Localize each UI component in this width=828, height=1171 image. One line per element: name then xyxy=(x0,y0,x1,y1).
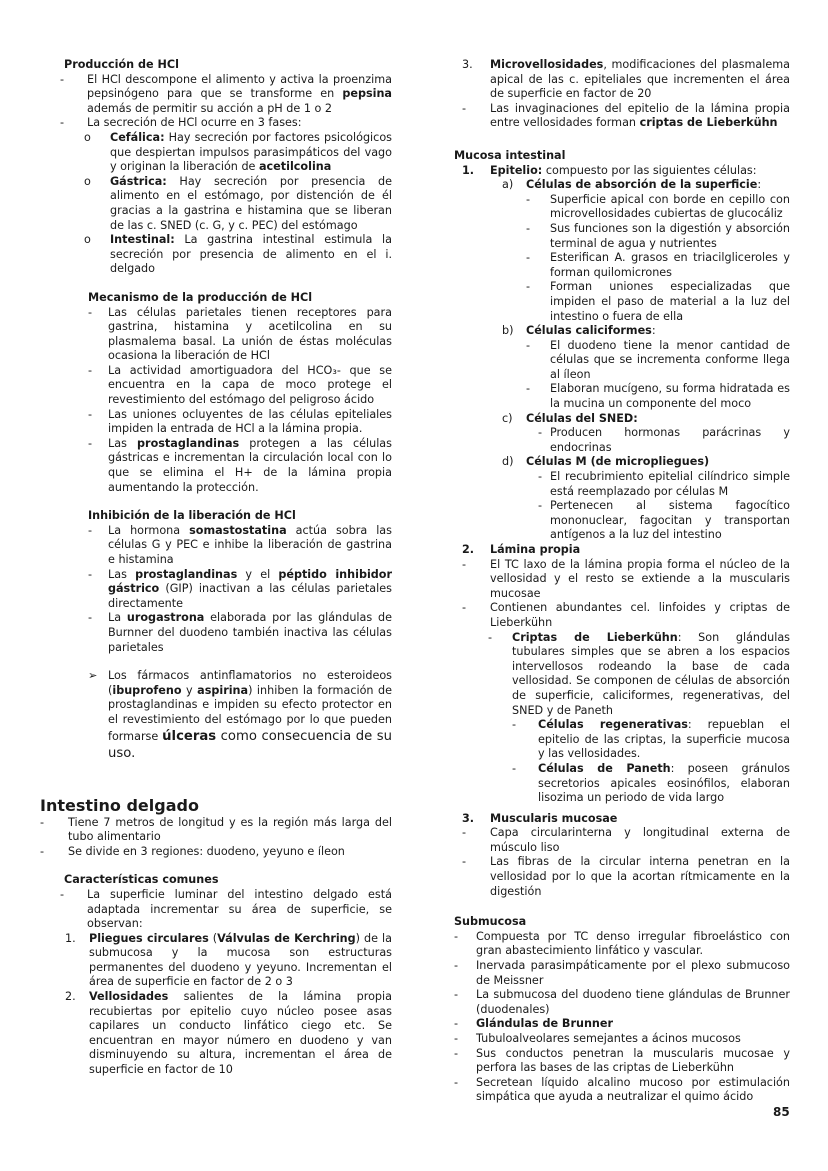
subsection-absorcion: a) Células de absorción de la superficie: xyxy=(502,178,762,192)
list-item: - Secretean líquido alcalino mucoso por estimulación simpática que ayuda a neutralizar el quimo ácido xyxy=(454,1075,790,1104)
list-item: - Se divide en 3 regiones: duodeno, yeyuno e íleon xyxy=(40,844,345,858)
section-title-intestino-delgado: Intestino delgado xyxy=(40,795,199,815)
list-item: - Las fibras de la circular interna penetran en la vellosidad por lo que la acortan rítmicamente en la digestión xyxy=(462,855,790,898)
right-column xyxy=(454,58,790,1105)
section-title-produccion-hcl: Producción de HCl xyxy=(64,58,179,71)
list-item: - La urogastrona elaborada por las glándulas de Burnner del duodeno también inactiva las células parietales xyxy=(88,611,392,654)
list-item: - La actividad amortiguadora del HCO₃- que se encuentra en la capa de moco protege el revestimiento del estómago del peligroso ácido xyxy=(88,363,392,407)
list-item-fase-intestinal: o Intestinal: La gastrina intestinal estimula la secreción por presencia de alimento en el i. delgado xyxy=(84,233,392,276)
list-item: - Las invaginaciones del epitelio de la lámina propia entre vellosidades forman criptas de Lieberkühn xyxy=(462,101,790,130)
note-farmacos: ➢ Los fármacos antinflamatorios no esteroideos (ibuprofeno y aspirina) inhiben la formación de prostaglandinas e impiden su efecto protector en el revestimiento del estómago por lo que pueden formarse úlceras como consecuencia de su uso. xyxy=(88,669,392,761)
section-title-submucosa: Submucosa xyxy=(454,915,527,929)
page-number: 85 xyxy=(773,1105,790,1119)
section-title-caracteristicas: Características comunes xyxy=(64,873,219,887)
list-item-fase-gastrica: o Gástrica: Hay secreción por presencia de alimento en el estómago, por distención de él gracias a la gastrina e histamina que se liberan de las c. SNED (c. G, y c. PEC) del estómago xyxy=(84,174,392,232)
list-item-microvellosidades: 3. Microvellosidades, modificaciones del plasmalema apical de las c. epiteliales que incrementen el área de superficie en factor de 20 xyxy=(462,58,790,101)
list-item: - La secreción de HCl ocurre en 3 fases: xyxy=(60,116,302,130)
list-item: - Compuesta por TC denso irregular fibroelástico con gran abastecimiento linfático y vascular. xyxy=(454,929,790,958)
list-item-regenerativas: - Células regenerativas: repueblan el epitelio de las criptas, la superficie mucosa y las vellosidades. xyxy=(512,718,791,761)
section-title-mucosa-intestinal: Mucosa intestinal xyxy=(454,148,566,162)
list-item-epitelio: 1. Epitelio: compuesto por las siguientes células: xyxy=(462,163,757,177)
list-item: - Esterifican A. grasos en triacilgliceroles y forman quilomicrones xyxy=(526,251,790,279)
list-item: - Las uniones ocluyentes de las células epiteliales impiden la entrada de HCl a la lámina propia. xyxy=(88,407,392,436)
section-title-inhibicion: Inhibición de la liberación de HCl xyxy=(88,509,296,523)
subsection-sned: c) Células del SNED: xyxy=(502,411,638,425)
list-item: - Forman uniones especializadas que impiden el paso de material a la luz del intestino o fuera de ella xyxy=(526,280,790,323)
list-item: - Inervada parasimpáticamente por el plexo submucoso de Meissner xyxy=(454,959,790,987)
list-item: - Contienen abundantes cel. linfoides y criptas de Lieberkühn xyxy=(462,601,790,629)
subsection-celulas-m: d) Células M (de micropliegues) xyxy=(502,455,710,469)
list-item-criptas: - Criptas de Lieberkühn: Son glándulas tubulares simples que se abren a los espacios intervellosos rodeando la base de cada vellosidad. Se componen de células de absorción de superficie, caliciformes, regenerativas, del SNED y de Paneth xyxy=(488,630,791,717)
list-item: - Elaboran mucígeno, su forma hidratada es la mucina un componente del moco xyxy=(526,382,790,411)
list-item: - Producen hormonas parácrinas y endocrinas xyxy=(538,426,790,454)
list-item: - La hormona somastostatina actúa sobra las células G y PEC e inhibe la liberación de gastrina e histamina xyxy=(88,523,392,566)
list-item: - El recubrimiento epitelial cilíndrico simple está reemplazado por células M xyxy=(538,470,790,498)
list-item: - Las células parietales tienen receptores para gastrina, histamina y acetilcolina en su plasmalema basal. La unión de éstas moléculas ocasiona la liberación de HCl xyxy=(88,305,392,363)
list-item-vellosidades: 2. Vellosidades salientes de la lámina propia recubiertas por epitelio cuyo núcleo posee asas capilares un conducto linfático ciego etc. Se encuentran en mayor número en duodeno y van disminuyendo su altura, incrementan el área de superficie en factor de 10 xyxy=(65,990,392,1077)
list-item: - La submucosa del duodeno tiene glándulas de Brunner (duodenales) xyxy=(454,988,790,1016)
list-item: - Las prostaglandinas y el péptido inhibidor gástrico (GIP) inactivan a las células parietales directamente xyxy=(88,567,393,610)
list-item: - Sus funciones son la digestión y absorción terminal de agua y nutrientes xyxy=(526,221,790,250)
section-lamina-propia: 2. Lámina propia xyxy=(462,543,581,556)
section-muscularis: 3. Muscularis mucosae xyxy=(462,811,618,825)
arrow-bullet-icon: ➢ xyxy=(88,669,98,683)
list-item: - Sus conductos penetran la muscularis mucosae y perfora las bases de las criptas de Lieberkühn xyxy=(454,1046,790,1075)
list-item: - Tubuloalveolares semejantes a ácinos mucosos xyxy=(454,1032,741,1045)
list-item: - Las prostaglandinas protegen a las células gástricas e incrementan la circulación local con lo que se elimina el H+ de la lámina propia aumentando la protección. xyxy=(88,436,392,494)
list-item: - Pertenecen al sistema fagocítico mononuclear, fagocitan y transportan antígenos a la luz del intestino xyxy=(538,499,790,542)
subsection-brunner: - Glándulas de Brunner xyxy=(454,1017,613,1031)
list-item: - Tiene 7 metros de longitud y es la región más larga del tubo alimentario xyxy=(40,815,392,844)
list-item: - El HCl descompone el alimento y activa la proenzima pepsinógeno para que se transforme en pepsina además de permitir su acción a pH de 1 o 2 xyxy=(60,72,392,115)
list-item-paneth: - Células de Paneth: poseen gránulos secretorios apicales eosinófilos, elaboran lisozima un periodo de vida largo xyxy=(512,761,790,805)
subsection-caliciformes: b) Células caliciformes: xyxy=(502,324,656,338)
list-item: - La superficie luminar del intestino delgado está adaptada incrementar su área de superficie, se observan: xyxy=(60,887,392,931)
list-item: - El duodeno tiene la menor cantidad de células que se incrementa conforme llega al íleon xyxy=(526,338,790,381)
list-item: - El TC laxo de la lámina propia forma el núcleo de la vellosidad y el resto se extiende a la muscularis mucosae xyxy=(462,557,790,600)
list-item-fase-cefalica: o Cefálica: Hay secreción por factores psicológicos que despiertan impulsos parasimpáticos del vago y originan la liberación de acetilcolina xyxy=(84,130,392,174)
list-item: - Capa circularinterna y longitudinal externa de músculo liso xyxy=(462,826,790,854)
section-title-mecanismo: Mecanismo de la producción de HCl xyxy=(88,290,313,304)
left-column xyxy=(40,58,392,1078)
list-item-pliegues: 1. Pliegues circulares (Válvulas de Kerchring) de la submucosa y la mucosa son estructuras permanentes del duodeno y yeyuno. Incrementan el área de superficie en factor de 2 o 3 xyxy=(65,931,392,989)
list-item: - Superficie apical con borde en cepillo con microvellosidades cubiertas de glucocáliz xyxy=(526,192,790,221)
